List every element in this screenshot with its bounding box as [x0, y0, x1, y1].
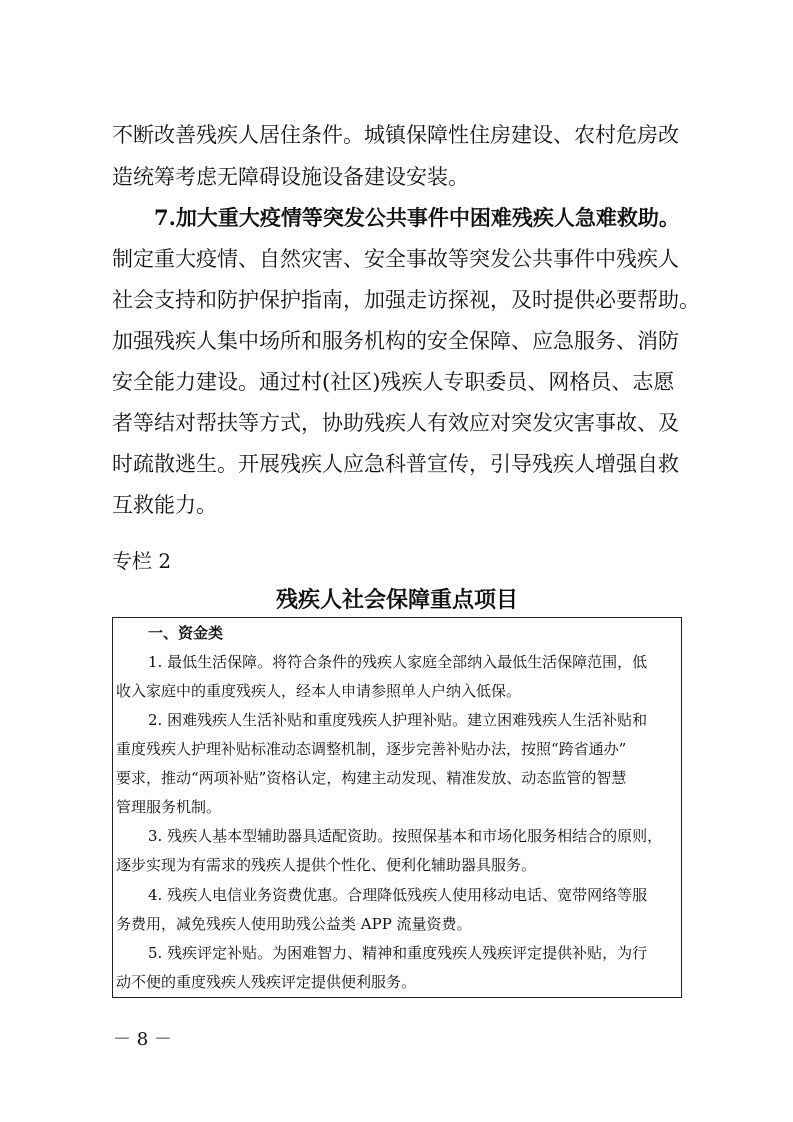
- column-title: 残疾人社会保障重点项目: [275, 587, 518, 613]
- paragraph-line: 互救能力。: [112, 493, 217, 517]
- box-line: 务费用，减免残疾人使用助残公益类 APP 流量资费。: [116, 915, 472, 933]
- box-line: 动不便的重度残疾人残疾评定提供便利服务。: [116, 973, 417, 991]
- box-line: 逐步实现为有需求的残疾人提供个性化、便利化辅助器具服务。: [116, 856, 537, 874]
- box-line: 4. 残疾人电信业务资费优惠。合理降低残疾人使用移动电话、宽带网络等服: [148, 886, 648, 904]
- paragraph-line: 造统筹考虑无障碍设施设备建设安装。: [112, 165, 469, 189]
- paragraph-line: 社会支持和防护保护指南，加强走访探视，及时提供必要帮助。: [112, 288, 700, 312]
- column-label: 专栏 2: [112, 549, 172, 573]
- paragraph-line: 者等结对帮扶等方式，协助残疾人有效应对突发灾害事故、及: [112, 411, 679, 435]
- paragraph-line: 制定重大疫情、自然灾害、安全事故等突发公共事件中残疾人: [112, 247, 679, 271]
- box-line: 1. 最低生活保障。将符合条件的残疾人家庭全部纳入最低生活保障范围，低: [148, 653, 648, 671]
- page-number: － 8 －: [113, 1029, 172, 1050]
- section-heading: 7.加大重大疫情等突发公共事件中困难残疾人急难救助。: [154, 205, 680, 230]
- box-line: 要求，推动“两项补贴”资格认定，构建主动发现、精准发放、动态监管的智慧: [116, 769, 627, 787]
- paragraph-line: 加强残疾人集中场所和服务机构的安全保障、应急服务、消防: [112, 329, 679, 353]
- box-line: 收入家庭中的重度残疾人，经本人申请参照单人户纳入低保。: [116, 682, 522, 700]
- box-line: 5. 残疾评定补贴。为困难智力、精神和重度残疾人残疾评定提供补贴，为行: [148, 944, 648, 962]
- paragraph-line: 时疏散逃生。开展残疾人应急科普宣传，引导残疾人增强自救: [112, 452, 679, 476]
- box-line: 管理服务机制。: [116, 798, 222, 816]
- box-line: 3. 残疾人基本型辅助器具适配资助。按照保基本和市场化服务相结合的原则，: [148, 827, 663, 845]
- paragraph-line: 不断改善残疾人居住条件。城镇保障性住房建设、农村危房改: [112, 123, 679, 147]
- box-line: 重度残疾人护理补贴标准动态调整机制，逐步完善补贴办法，按照“跨省通办”: [116, 740, 627, 758]
- paragraph-line: 安全能力建设。通过村(社区)残疾人专职委员、网格员、志愿: [112, 370, 675, 394]
- box-line: 2. 困难残疾人生活补贴和重度残疾人护理补贴。建立困难残疾人生活补贴和: [148, 711, 648, 729]
- box-subheading: 一、资金类: [148, 624, 224, 642]
